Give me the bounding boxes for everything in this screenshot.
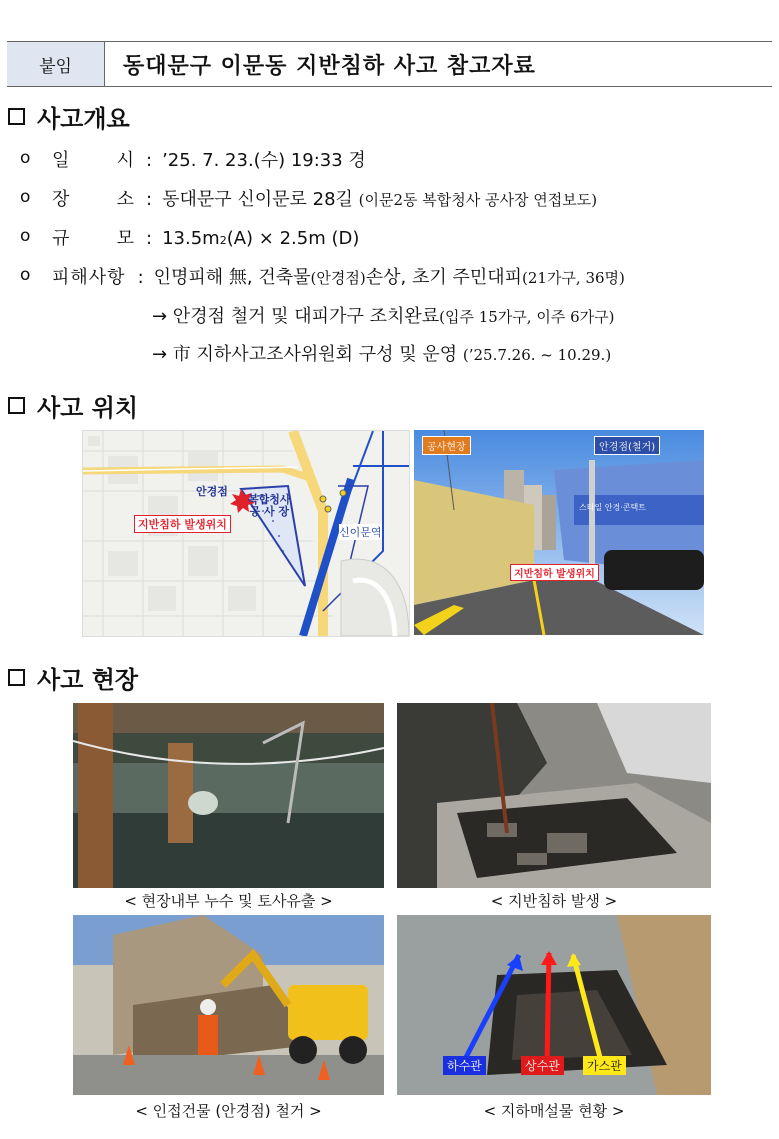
map-store-label: 안경점 (196, 485, 228, 498)
bullet: o (20, 148, 31, 168)
place-note: (이문2동 복합청사 공사장 연접보도) (358, 191, 598, 209)
street-tag-site: 공사현장 (422, 436, 471, 455)
caption-demolition: < 인접건물 (안경점) 철거 > (135, 1102, 322, 1120)
pipe-label-sewer: 하수관 (443, 1056, 486, 1075)
photo-utilities (397, 915, 711, 1095)
section-scene-heading: 사고 현장 (8, 660, 138, 695)
map-site-label: 복합청사 공 사 장 (248, 493, 291, 518)
street-sink-label: 지반침하 발생위치 (510, 564, 599, 581)
overview-damage-row: 피해사항 : 인명피해 無, 건축물 (안경점) 손상, 초기 주민대피 (21가구, 36명) (52, 267, 625, 288)
caption-sinkhole: < 지반침하 발생 > (490, 892, 618, 910)
location-map (82, 430, 410, 637)
map-sink-label: 지반침하 발생위치 (134, 515, 231, 533)
section-location-heading: 사고 위치 (8, 388, 138, 423)
caption-utilities: < 지하매설물 현황 > (483, 1102, 625, 1120)
photo-demolition (73, 915, 384, 1095)
pipe-label-water: 상수관 (521, 1056, 564, 1075)
photo-leakage (73, 703, 384, 888)
page-title: 동대문구 이문동 지반침하 사고 참고자료 (123, 53, 536, 79)
section-overview-heading: 사고개요 (8, 99, 130, 134)
attachment-badge: 붙임 (7, 42, 105, 86)
shop-sign-text: 스타일 안경·콘택트 (579, 503, 646, 512)
caption-leakage: < 현장내부 누수 및 토사유출 > (124, 892, 333, 910)
bullet: o (20, 226, 31, 246)
photo-sinkhole (397, 703, 711, 888)
overview-date-row: 일 시 : ’25. 7. 23.(수) 19:33 경 (52, 146, 366, 172)
street-tag-store: 안경점(철거) (594, 436, 660, 455)
date-value: ’25. 7. 23.(수) 19:33 경 (162, 150, 366, 171)
street-view-photo (414, 430, 704, 635)
follow-up-1: → 안경점 철거 및 대피가구 조치완료(입주 15가구, 이주 6가구) (152, 306, 615, 327)
checkbox-square-icon (8, 669, 25, 686)
follow-up-2: → 市 지하사고조사위원회 구성 및 운영 (’25.7.26. ~ 10.29.) (152, 344, 612, 365)
bullet: o (20, 265, 31, 285)
pipe-label-gas: 가스관 (583, 1056, 626, 1075)
checkbox-square-icon (8, 397, 25, 414)
overview-size-row: 규 모 : 13.5m 2 (A) × 2.5m (D) (52, 228, 360, 249)
place-value: 동대문구 신이문로 28길 (162, 189, 353, 210)
bullet: o (20, 187, 31, 207)
title-bar (7, 41, 772, 87)
overview-place-row: 장 소 : 동대문구 신이문로 28길 (이문2동 복합청사 공사장 연접보도) (52, 185, 597, 211)
map-station-label: 신이문역 (339, 526, 382, 539)
checkbox-square-icon (8, 108, 25, 125)
